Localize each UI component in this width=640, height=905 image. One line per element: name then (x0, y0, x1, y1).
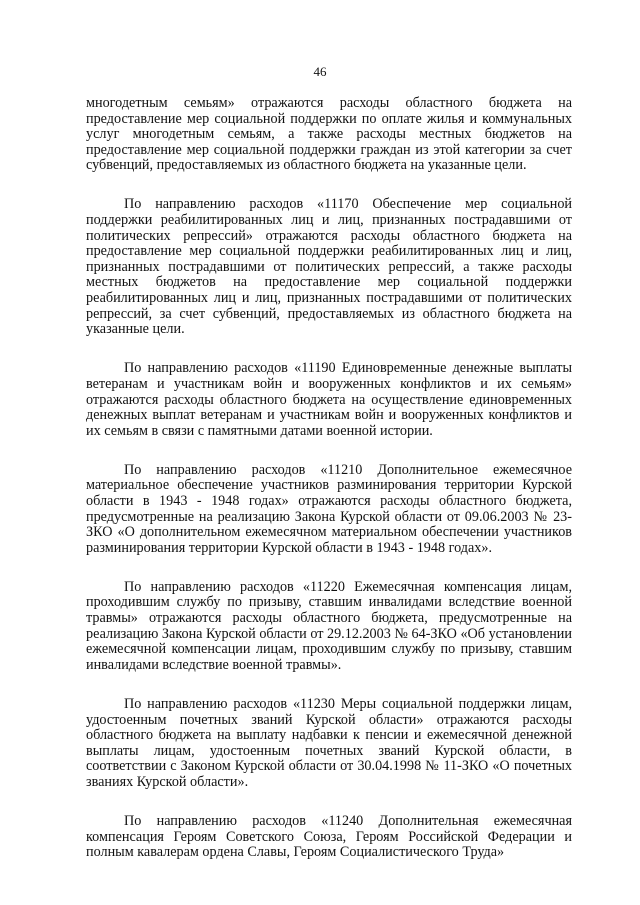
paragraph-11190: По направлению расходов «11190 Единовременные денежные выплаты ветеранам и участникам войн и вооруженных конфликтов и их семьям» отражаются расходы областного бюджета на осуществление единовременных денежных выплат ветеранам и участникам войн и вооруженных конфликтов и их семьям в связи с памятными датами военной истории. (86, 360, 572, 439)
paragraph-continuation: многодетным семьям» отражаются расходы областного бюджета на предоставление мер социальной поддержки по оплате жилья и коммунальных услуг многодетным семьям, а также расходы местных бюджетов на предоставление мер социальной поддержки граждан из этой категории за счет субвенций, предоставляемых из областного бюджета на указанные цели. (86, 95, 572, 174)
document-body (86, 96, 572, 861)
paragraph-11230: По направлению расходов «11230 Меры социальной поддержки лицам, удостоенным почетных званий Курской области» отражаются расходы областного бюджета на выплату надбавки к пенсии и ежемесячной денежной выплаты лицам, удостоенным почетных званий Курской области, в соответствии с Законом Курской области от 30.04.1998 № 11-ЗКО «О почетных званиях Курской области». (86, 695, 572, 790)
page-number: 46 (313, 64, 327, 79)
paragraph-11170: По направлению расходов «11170 Обеспечение мер социальной поддержки реабилитированных лиц и лиц, признанных пострадавшими от политических репрессий» отражаются расходы областного бюджета на предоставление мер социальной поддержки реабилитированных лиц и лиц, признанных пострадавшими от политических репрессий, а также расходы местных бюджетов на предоставление мер социальной поддержки реабилитированных лиц и лиц, признанных пострадавшими от политических репрессий, за счет субвенций, предоставляемых из областного бюджета на указанные цели. (86, 196, 572, 338)
paragraph-11240: По направлению расходов «11240 Дополнительная ежемесячная компенсация Героям Советского Союза, Героям Российской Федерации и полным кавалерам ордена Славы, Героям Социалистического Труда» (86, 812, 572, 861)
paragraph-11210: По направлению расходов «11210 Дополнительное ежемесячное материальное обеспечение участников разминирования территории Курской области в 1943 - 1948 годах» отражаются расходы областного бюджета, предусмотренные на реализацию Закона Курской области от 09.06.2003 № 23-ЗКО «О дополнительном ежемесячном материальном обеспечении участников разминирования территории Курской области в 1943 - 1948 годах». (86, 461, 572, 556)
paragraph-11220: По направлению расходов «11220 Ежемесячная компенсация лицам, проходившим службу по призыву, ставшим инвалидами вследствие военной травмы» отражаются расходы областного бюджета, предусмотренные на реализацию Закона Курской области от 29.12.2003 № 64-ЗКО «Об установлении ежемесячной компенсации лицам, проходившим службу по призыву, ставшим инвалидами вследствие военной травмы». (86, 578, 572, 673)
